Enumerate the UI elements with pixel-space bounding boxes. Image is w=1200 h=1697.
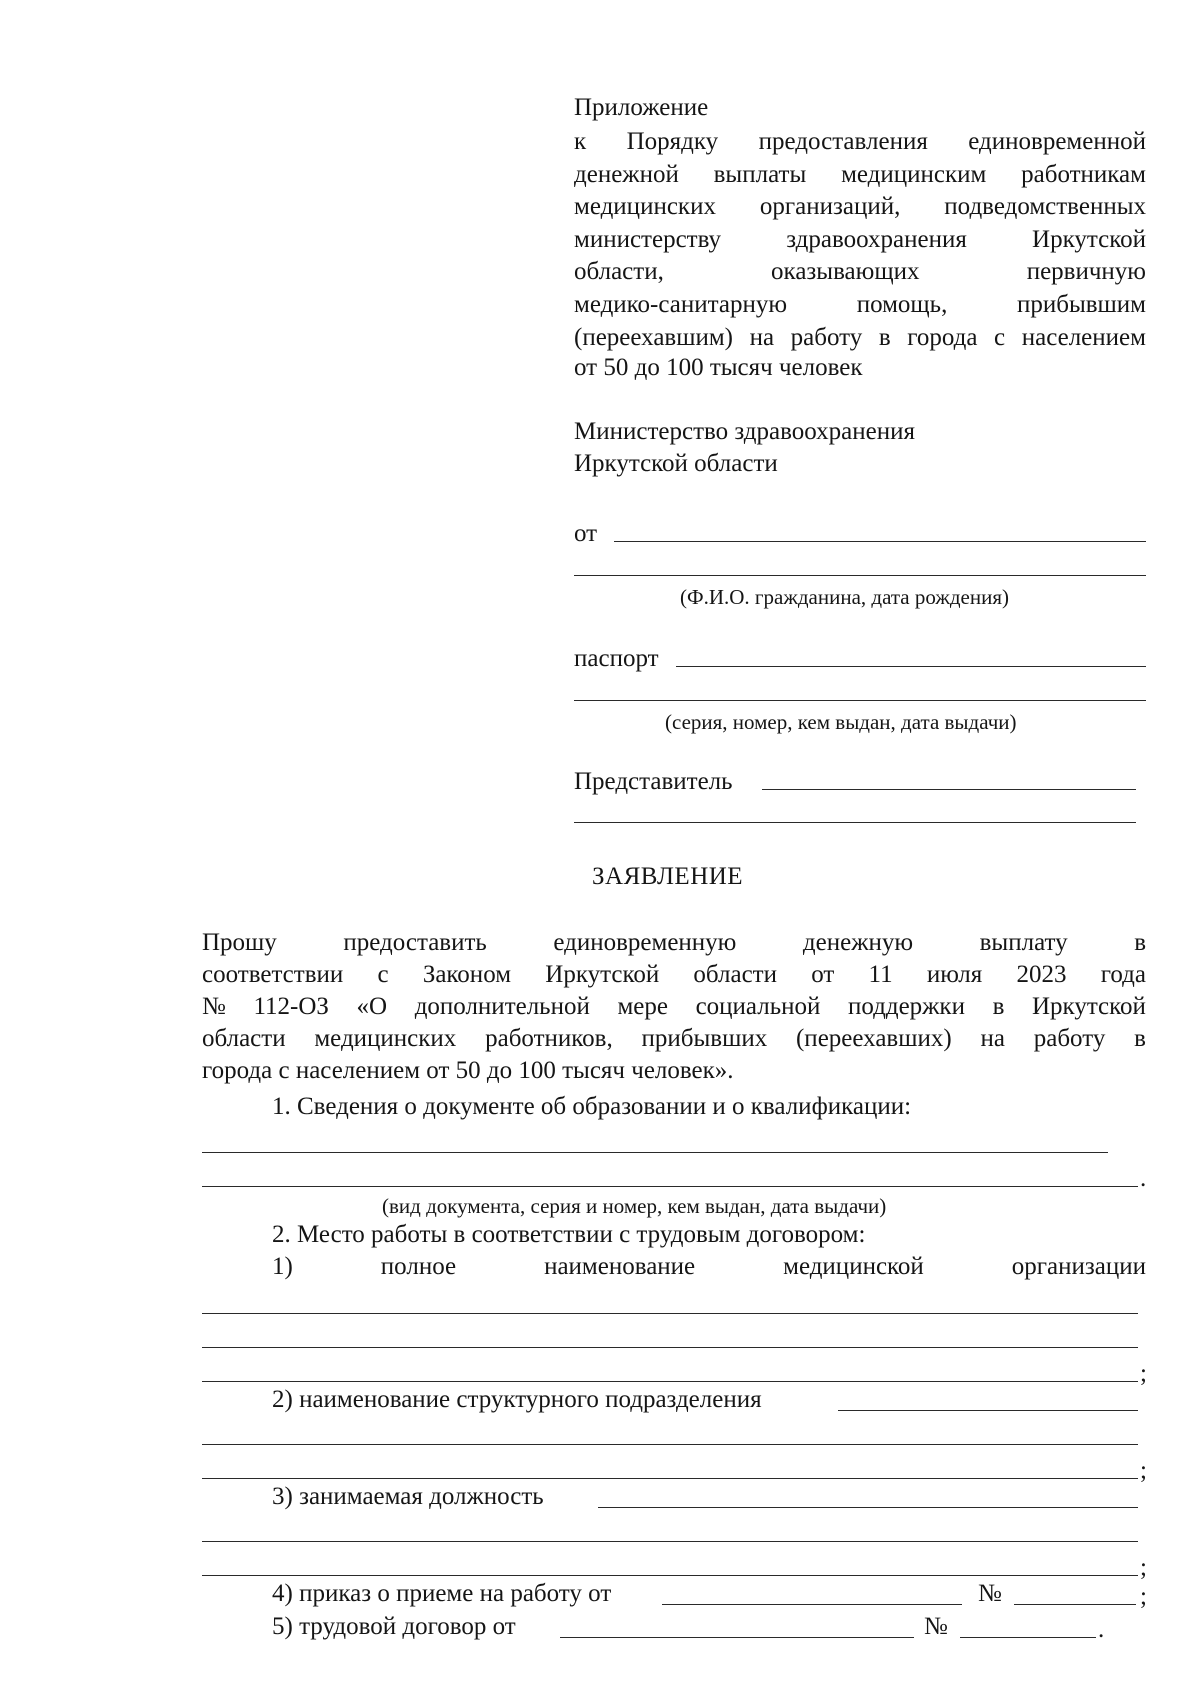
appendix-word: организаций,	[759, 193, 901, 221]
body-last-line: города с населением от 50 до 100 тысяч человек».	[202, 1057, 734, 1084]
item-1-word: 1)	[272, 1253, 293, 1280]
subdivision-input-line-1[interactable]	[838, 1410, 1138, 1411]
passport-label: паспорт	[574, 645, 659, 672]
appendix-word: денежной	[574, 160, 679, 188]
item-2-label: 2) наименование структурного подразделения	[272, 1386, 762, 1413]
body-word: области	[693, 961, 777, 988]
position-input-line-3[interactable]	[202, 1575, 1138, 1576]
representative-input-line-2[interactable]	[574, 822, 1136, 823]
appendix-word: Иркутской	[1032, 225, 1146, 253]
section-1-end-mark: .	[1140, 1165, 1147, 1192]
body-word: №	[202, 993, 226, 1020]
item-1-word: организации	[1011, 1253, 1146, 1280]
item-1-end-mark: ;	[1140, 1360, 1147, 1387]
body-word: в	[992, 993, 1005, 1020]
appendix-word: области,	[574, 258, 664, 286]
item-5-number-sign: №	[924, 1613, 948, 1640]
body-word: предоставить	[343, 929, 487, 956]
body-word: работников,	[485, 1025, 613, 1052]
item-4-number-sign: №	[978, 1580, 1002, 1607]
appendix-word: выплаты	[713, 160, 807, 188]
appendix-line-4	[574, 224, 1146, 256]
addressee-line-1: Министерство здравоохранения	[574, 418, 915, 445]
order-number-input-line[interactable]	[1014, 1604, 1136, 1605]
appendix-word: работникам	[1021, 160, 1146, 188]
body-word: работу	[1033, 1025, 1106, 1052]
appendix-word: медицинским	[841, 160, 987, 188]
page-title: ЗАЯВЛЕНИЕ	[592, 863, 744, 890]
body-line-4	[202, 1023, 1146, 1055]
item-2-end-mark: ;	[1140, 1457, 1147, 1484]
appendix-word: города	[907, 323, 978, 351]
representative-label: Представитель	[574, 768, 733, 795]
body-word: 2023	[1016, 961, 1067, 988]
body-word: Законом	[422, 961, 512, 988]
from-label: от	[574, 520, 598, 547]
body-line-1	[202, 927, 1146, 959]
appendix-word: с	[994, 323, 1006, 351]
education-input-line-2[interactable]	[202, 1186, 1138, 1187]
position-input-line-2[interactable]	[202, 1541, 1138, 1542]
appendix-last-line: от 50 до 100 тысяч человек	[574, 354, 863, 381]
item-3-end-mark: ;	[1140, 1554, 1147, 1581]
appendix-word: подведомственных	[944, 193, 1146, 221]
body-word: «О	[356, 993, 388, 1020]
body-word: 11	[868, 961, 893, 988]
appendix-word: здравоохранения	[786, 225, 967, 253]
item-4-end-mark: ;	[1140, 1583, 1147, 1610]
appendix-line-5	[574, 256, 1146, 288]
section-2-title: 2. Место работы в соответствии с трудовым договором:	[272, 1221, 866, 1248]
appendix-word: (переехавшим)	[574, 323, 734, 351]
appendix-word: к	[574, 128, 587, 155]
contract-number-input-line[interactable]	[960, 1637, 1096, 1638]
contract-date-input-line[interactable]	[560, 1637, 914, 1638]
appendix-word: медицинских	[574, 193, 716, 221]
body-word: денежную	[802, 929, 914, 956]
body-word: прибывших	[641, 1025, 768, 1052]
representative-input-line[interactable]	[762, 789, 1136, 790]
appendix-word: предоставления	[758, 128, 928, 155]
passport-input-line[interactable]	[676, 666, 1146, 667]
appendix-word: медико-санитарную	[574, 291, 788, 318]
passport-input-line-2[interactable]	[574, 700, 1146, 701]
appendix-word: работу	[790, 323, 863, 351]
appendix-word: первичную	[1026, 258, 1146, 286]
item-4-label: 4) приказ о приеме на работу от	[272, 1580, 612, 1607]
appendix-word: министерству	[574, 225, 722, 253]
item-1-word: медицинской	[783, 1253, 924, 1280]
subdivision-input-line-2[interactable]	[202, 1444, 1138, 1445]
appendix-word: населением	[1021, 323, 1146, 351]
body-word: дополнительной	[414, 993, 590, 1020]
body-word: поддержки	[847, 993, 965, 1020]
appendix-line-6	[574, 289, 1146, 321]
from-input-line[interactable]	[614, 541, 1146, 542]
appendix-line-1	[574, 126, 1146, 158]
body-word: в	[1134, 929, 1146, 956]
body-word: от	[811, 961, 835, 988]
subdivision-input-line-3[interactable]	[202, 1478, 1138, 1479]
body-line-3	[202, 991, 1146, 1023]
item-1-word: наименование	[544, 1253, 696, 1280]
body-word: соответствии	[202, 961, 344, 988]
appendix-word: помощь,	[856, 291, 948, 318]
item-3-label: 3) занимаемая должность	[272, 1483, 544, 1510]
order-date-input-line[interactable]	[662, 1604, 962, 1605]
appendix-word: единовременной	[968, 128, 1146, 155]
body-word: Иркутской	[1031, 993, 1146, 1020]
fio-hint: (Ф.И.О. гражданина, дата рождения)	[680, 585, 1009, 609]
passport-hint: (серия, номер, кем выдан, дата выдачи)	[665, 710, 1017, 734]
appendix-line-2	[574, 159, 1146, 191]
appendix-word: прибывшим	[1016, 291, 1146, 318]
appendix-word: оказывающих	[771, 258, 920, 286]
body-line-2	[202, 959, 1146, 991]
body-word: Прошу	[202, 929, 277, 956]
body-word: на	[980, 1025, 1005, 1052]
org-name-input-line-2[interactable]	[202, 1347, 1138, 1348]
org-name-input-line-3[interactable]	[202, 1381, 1138, 1382]
addressee-line-2: Иркутской области	[574, 450, 778, 477]
body-word: медицинских	[314, 1025, 457, 1052]
appendix-line-7	[574, 322, 1146, 354]
body-word: с	[377, 961, 389, 988]
body-word: июля	[926, 961, 983, 988]
item-1-word: полное	[380, 1253, 457, 1280]
body-word: выплату	[979, 929, 1068, 956]
body-word: области	[202, 1025, 286, 1052]
body-word: единовременную	[553, 929, 737, 956]
education-input-line-1[interactable]	[202, 1152, 1108, 1153]
org-name-input-line-1[interactable]	[202, 1313, 1138, 1314]
body-word: Иркутской	[545, 961, 660, 988]
body-word: в	[1134, 1025, 1146, 1052]
from-input-line-2[interactable]	[574, 575, 1146, 576]
body-word: 112-ОЗ	[253, 993, 329, 1020]
section-1-title: 1. Сведения о документе об образовании и о квалификации:	[272, 1093, 912, 1120]
item-1-label	[272, 1251, 1146, 1283]
body-word: социальной	[695, 993, 821, 1020]
item-5-label: 5) трудовой договор от	[272, 1613, 516, 1640]
appendix-line-3	[574, 191, 1146, 223]
item-5-end-mark: .	[1098, 1616, 1105, 1643]
body-word: мере	[617, 993, 668, 1020]
appendix-title: Приложение	[574, 94, 709, 121]
position-input-line-1[interactable]	[598, 1507, 1138, 1508]
body-word: года	[1100, 961, 1146, 988]
appendix-word: Порядку	[626, 128, 719, 155]
body-word: (переехавших)	[795, 1025, 952, 1052]
appendix-word: на	[749, 323, 775, 351]
appendix-word: в	[878, 323, 891, 351]
education-hint: (вид документа, серия и номер, кем выдан, дата выдачи)	[382, 1194, 887, 1218]
